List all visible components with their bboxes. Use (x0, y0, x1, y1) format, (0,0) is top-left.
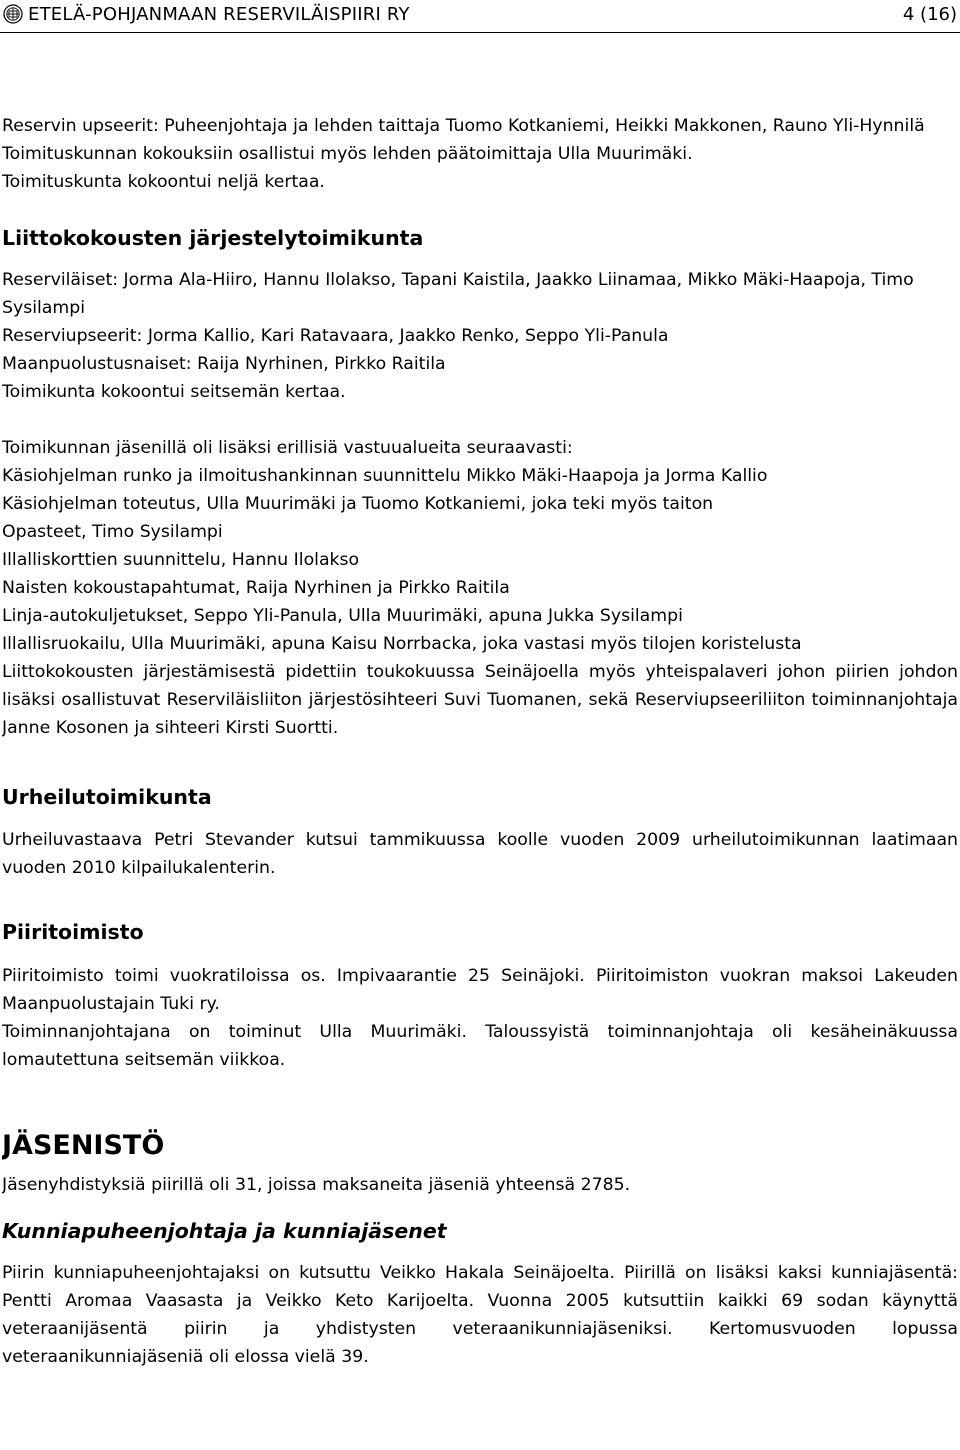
liittokokous-heading: Liittokokousten järjestelytoimikunta (2, 226, 424, 250)
jasenisto-paragraph: Jäsenyhdistyksiä piirillä oli 31, joissa maksaneita jäseniä yhteensä 2785. (2, 1175, 631, 1195)
piiritoimisto-paragraph: Piiritoimisto toimi vuokratiloissa os. Impivaarantie 25 Seinäjoki. Piiritoimiston vuokran maksoi Lakeuden Maanpuolustajain Tuki ry. (2, 966, 958, 1014)
responsibility-item: Käsiohjelman runko ja ilmoitushankinnan suunnittelu Mikko Mäki-Haapoja ja Jorma Kallio (2, 466, 768, 486)
joint-meeting-paragraph: Liittokokousten järjestämisestä pidettiin toukokuussa Seinäjoella myös yhteispalaveri johon piirien johdon lisäksi osallistuvat Reserviläisliiton järjestösihteeri Suvi Tuomanen, sekä Reserviupseeriliiton toiminnanjohtaja Janne Kosonen ja sihteeri Kirsti Suortti. (2, 662, 958, 738)
responsibility-item: Naisten kokoustapahtumat, Raija Nyrhinen ja Pirkko Raitila (2, 578, 510, 598)
intro-editor: Toimituskunnan kokouksiin osallistui myös lehden päätoimittaja Ulla Muurimäki. (2, 144, 693, 164)
kunnia-paragraph: Piirin kunniapuheenjohtajaksi on kutsuttu Veikko Hakala Seinäjoelta. Piirillä on lisäksi kaksi kunniajäsentä: Pentti Aromaa Vaasasta ja Veikko Keto Karijoelta. Vuonna 2005 kutsuttiin kaikki 69 sodan käynyttä veteraanijäsentä piirin ja yhdistysten veteraanikunniajäseniksi. Kertomusvuoden lopussa veteraanikunniajäseniä oli elossa vielä 39. (2, 1263, 958, 1367)
responsibility-item: Opasteet, Timo Sysilampi (2, 522, 223, 542)
liittokokous-reservists: Reserviläiset: Jorma Ala-Hiiro, Hannu Ilolakso, Tapani Kaistila, Jaakko Liinamaa, Mikko Mäki-Haapoja, Timo Sysilampi (2, 270, 914, 318)
reserve-district-emblem-icon (3, 4, 23, 24)
intro-meetings: Toimituskunta kokoontui neljä kertaa. (2, 172, 325, 192)
page-number: 4 (16) (902, 4, 957, 25)
responsibilities-intro: Toimikunnan jäsenillä oli lisäksi erillisiä vastuualueita seuraavasti: (2, 438, 573, 458)
responsibility-item: Illallisruokailu, Ulla Muurimäki, apuna Kaisu Norrbacka, joka vastasi myös tilojen koristelusta (2, 634, 802, 654)
liittokokous-women: Maanpuolustusnaiset: Raija Nyrhinen, Pirkko Raitila (2, 354, 446, 374)
urheilu-paragraph: Urheiluvastaava Petri Stevander kutsui tammikuussa koolle vuoden 2009 urheilutoimikunnan laatimaan vuoden 2010 kilpailukalenterin. (2, 830, 958, 878)
kunnia-heading: Kunniapuheenjohtaja ja kunniajäsenet (2, 1219, 447, 1243)
jasenisto-heading: JÄSENISTÖ (2, 1130, 165, 1161)
liittokokous-meetings: Toimikunta kokoontui seitsemän kertaa. (2, 382, 346, 402)
urheilu-heading: Urheilutoimikunta (2, 785, 212, 809)
intro-officers: Reservin upseerit: Puheenjohtaja ja lehden taittaja Tuomo Kotkaniemi, Heikki Makkonen, Rauno Yli-Hynnilä (2, 116, 925, 136)
responsibility-item: Linja-autokuljetukset, Seppo Yli-Panula, Ulla Muurimäki, apuna Jukka Sysilampi (2, 606, 683, 626)
responsibility-item: Illalliskorttien suunnittelu, Hannu Ilolakso (2, 550, 360, 570)
organization-name: ETELÄ-POHJANMAAN RESERVILÄISPIIRI RY (28, 4, 410, 25)
document-body (2, 112, 958, 1450)
piiritoimisto-paragraph: Toiminnanjohtajana on toiminut Ulla Muurimäki. Taloussyistä toiminnanjohtaja oli kesäheinäkuussa lomautettuna seitsemän viikkoa. (2, 1022, 958, 1070)
liittokokous-officers: Reserviupseerit: Jorma Kallio, Kari Ratavaara, Jaakko Renko, Seppo Yli-Panula (2, 326, 669, 346)
responsibility-item: Käsiohjelman toteutus, Ulla Muurimäki ja Tuomo Kotkaniemi, joka teki myös taiton (2, 494, 714, 514)
page-header (0, 0, 960, 33)
piiritoimisto-heading: Piiritoimisto (2, 920, 144, 944)
